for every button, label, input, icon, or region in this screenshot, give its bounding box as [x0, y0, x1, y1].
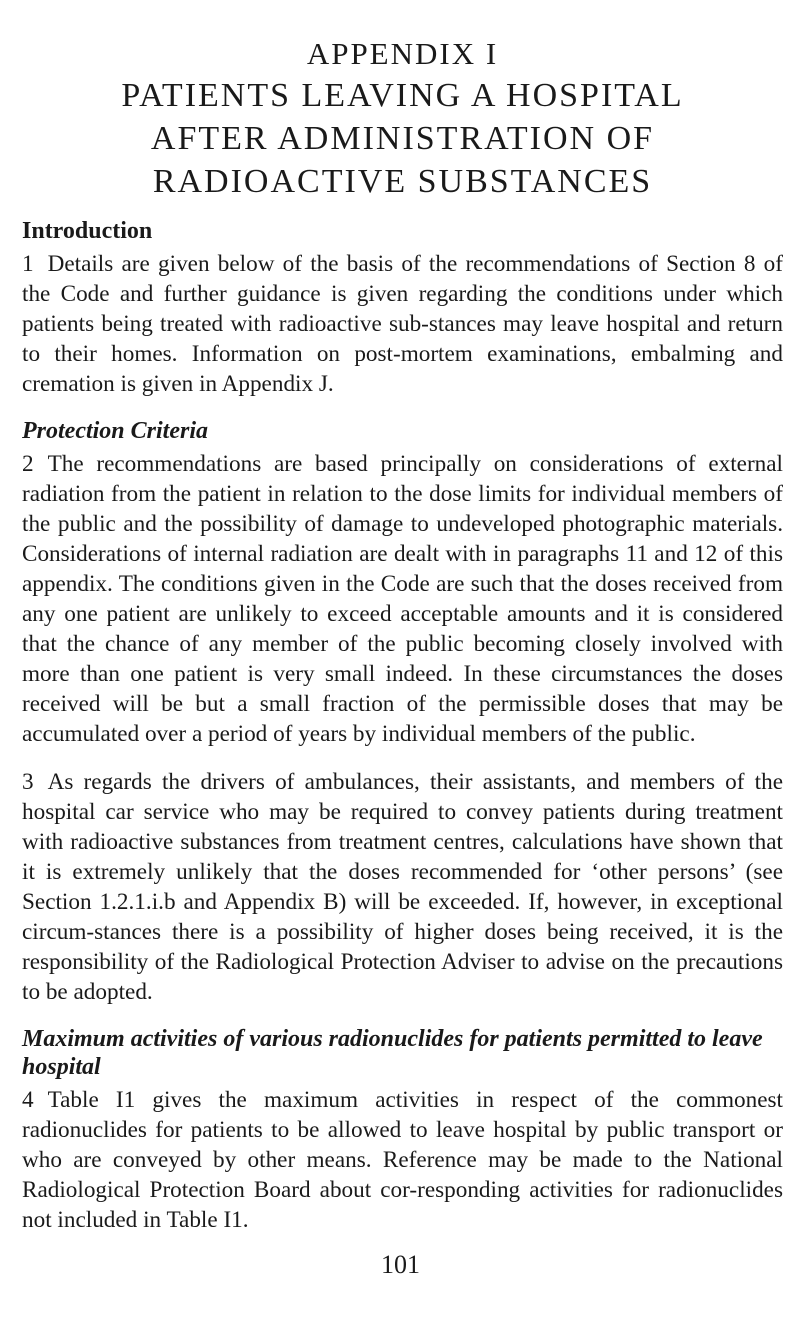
section-heading-maximum-activities: Maximum activities of various radionuclides for patients permitted to leave hospital: [22, 1026, 763, 1080]
paragraph-2: [22, 449, 783, 749]
title-line-2: AFTER ADMINISTRATION OF: [150, 120, 655, 157]
page-number: 101: [381, 1250, 420, 1279]
paragraph-number: 3: [22, 769, 34, 795]
paragraph-number: 2: [22, 451, 34, 477]
document-title: [22, 74, 783, 203]
paragraph-text: Table I1 gives the maximum activities in respect of the commonest radionuclides for patients to be allowed to leave hospital by public transport or who are conveyed by other means. Reference may be made to the National Radiological Protection Board about cor-responding activities for radionuclides not included in Table I1.: [22, 1087, 783, 1233]
paragraph-number: 4: [22, 1087, 34, 1113]
appendix-label: APPENDIX I: [306, 36, 499, 71]
section-heading-introduction: Introduction: [22, 218, 153, 244]
section-heading-protection-criteria: Protection Criteria: [22, 418, 208, 444]
title-line-1: PATIENTS LEAVING A HOSPITAL: [121, 77, 684, 114]
paragraph-text: Details are given below of the basis of the recommendations of Section 8 of the Code and further guidance is given regarding the conditions under which patients being treated with radioactive sub-stances may leave hospital and return to their homes. Information on post-mortem examinations, embalming and cremation is given in Appendix J.: [22, 251, 783, 397]
paragraph-text: As regards the drivers of ambulances, their assistants, and members of the hospital car service who may be required to convey patients during treatment with radioactive substances from treatment centres, calculations have shown that it is extremely unlikely that the doses recommended for ‘other persons’ (see Section 1.2.1.i.b and Appendix B) will be exceeded. If, however, in exceptional circum-stances there is a possibility of higher doses being received, it is the responsibility of the Radiological Protection Adviser to advise on the precautions to be adopted.: [22, 769, 783, 1005]
paragraph-3: [22, 767, 783, 1007]
paragraph-4: [22, 1085, 783, 1235]
paragraph-number: 1: [22, 251, 34, 277]
title-line-3: RADIOACTIVE SUBSTANCES: [152, 163, 653, 200]
paragraph-text: The recommendations are based principally on considerations of external radiation from the patient in relation to the dose limits for individual members of the public and the possibility of damage to undeveloped photographic materials. Considerations of internal radiation are dealt with in paragraphs 11 and 12 of this appendix. The conditions given in the Code are such that the doses received from any one patient are unlikely to exceed acceptable amounts and it is considered that the chance of any member of the public becoming closely involved with more than one patient is very small indeed. In these circumstances the doses received will be but a small fraction of the permissible doses that may be accumulated over a period of years by individual members of the public.: [22, 451, 783, 747]
paragraph-1: [22, 249, 783, 399]
